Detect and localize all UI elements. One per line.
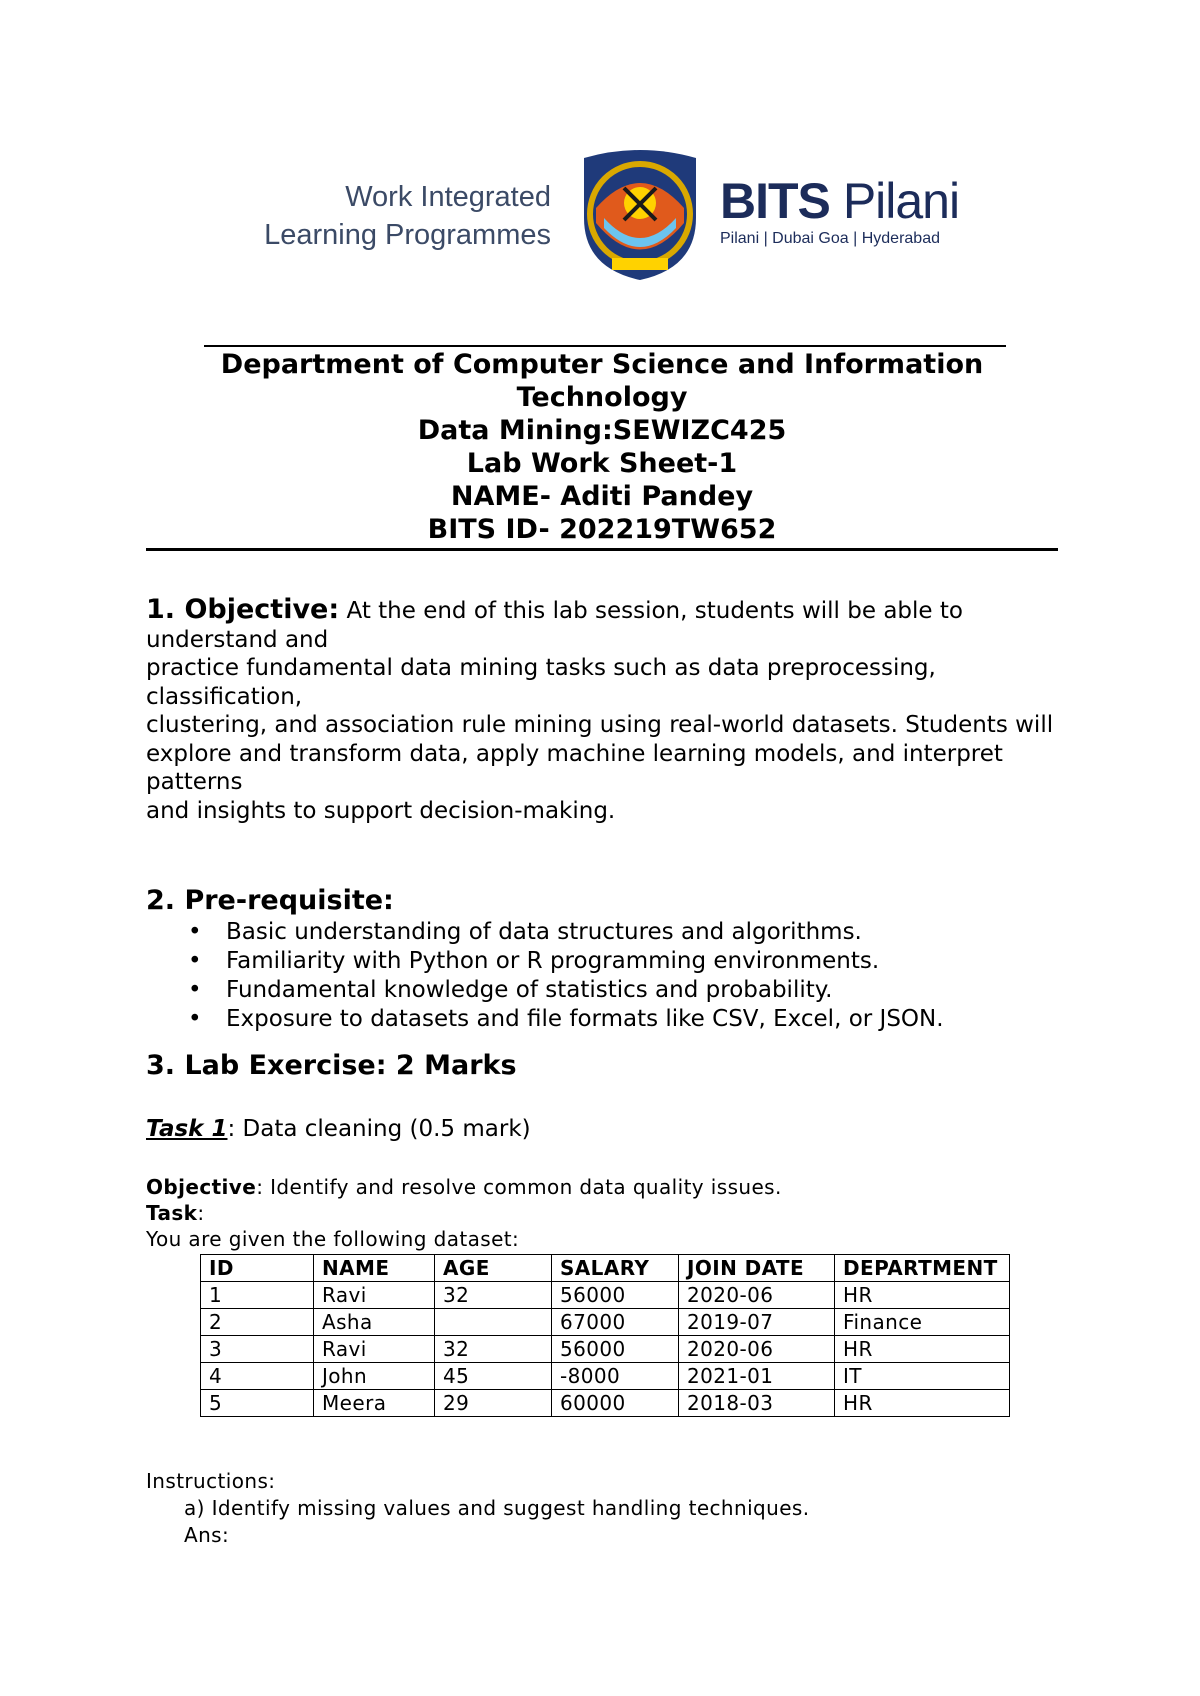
task-colon: : xyxy=(197,1201,205,1225)
cell-salary: 67000 xyxy=(552,1309,679,1336)
bits-id: BITS ID- 202219TW652 xyxy=(427,514,777,545)
course-title: Data Mining:SEWIZC425 xyxy=(417,415,787,446)
task-objective-text: : Identify and resolve common data quality issues. xyxy=(256,1175,782,1199)
wilp-line-2: Learning Programmes xyxy=(264,219,551,251)
bullet-icon: • xyxy=(188,977,202,1003)
bullet-text: Familiarity with Python or R programming environments. xyxy=(226,948,880,974)
cell-name: Meera xyxy=(314,1390,435,1417)
bullet-icon: • xyxy=(188,919,202,945)
list-item xyxy=(146,947,1066,976)
cell-age xyxy=(435,1309,552,1336)
instruction-item-a: a) Identify missing values and suggest handling techniques. xyxy=(184,1496,810,1520)
table-row xyxy=(201,1363,1010,1390)
brand-light: Pilani xyxy=(842,173,960,229)
task-1-label: Task 1 xyxy=(146,1116,228,1142)
cell-id: 3 xyxy=(201,1336,314,1363)
col-header-department: DEPARTMENT xyxy=(835,1255,1010,1282)
bullet-text: Fundamental knowledge of statistics and probability. xyxy=(226,977,833,1003)
instructions-block xyxy=(146,1468,809,1549)
col-header-age: AGE xyxy=(435,1255,552,1282)
dataset-table xyxy=(200,1254,1010,1417)
objective-line-2: practice fundamental data mining tasks such as data preprocessing, classification, xyxy=(146,655,936,710)
cell-salary: -8000 xyxy=(552,1363,679,1390)
lab-exercise-heading: 3. Lab Exercise: 2 Marks xyxy=(146,1050,517,1081)
cell-name: Ravi xyxy=(314,1282,435,1309)
bits-pilani-logo xyxy=(720,174,959,248)
task-objective-block xyxy=(146,1174,782,1252)
objective-section xyxy=(146,596,1066,825)
task-1-title: : Data cleaning (0.5 mark) xyxy=(227,1116,531,1142)
cell-id: 2 xyxy=(201,1309,314,1336)
list-item xyxy=(146,918,1066,947)
cell-department: Finance xyxy=(835,1309,1010,1336)
prerequisite-section xyxy=(146,884,1066,1034)
cell-id: 4 xyxy=(201,1363,314,1390)
title-top-rule xyxy=(204,345,1006,347)
objective-heading: 1. Objective: xyxy=(146,594,340,625)
cell-age: 32 xyxy=(435,1336,552,1363)
cell-age: 45 xyxy=(435,1363,552,1390)
cell-id: 1 xyxy=(201,1282,314,1309)
prerequisite-heading: 2. Pre-requisite: xyxy=(146,885,394,916)
campus-list: Pilani | Dubai Goa | Hyderabad xyxy=(720,230,940,247)
title-bottom-rule xyxy=(146,548,1058,551)
table-row xyxy=(201,1309,1010,1336)
answer-label: Ans: xyxy=(184,1523,230,1547)
cell-join-date: 2021-01 xyxy=(679,1363,835,1390)
objective-line-1: At the end of this lab session, students will be able to understand and xyxy=(146,598,963,653)
cell-salary: 56000 xyxy=(552,1282,679,1309)
cell-department: HR xyxy=(835,1282,1010,1309)
table-row xyxy=(201,1336,1010,1363)
cell-salary: 60000 xyxy=(552,1390,679,1417)
cell-name: John xyxy=(314,1363,435,1390)
cell-join-date: 2020-06 xyxy=(679,1282,835,1309)
task-1-heading xyxy=(146,1116,531,1142)
cell-name: Ravi xyxy=(314,1336,435,1363)
col-header-name: NAME xyxy=(314,1255,435,1282)
list-item xyxy=(146,1005,1066,1034)
table-header-row xyxy=(201,1255,1010,1282)
cell-join-date: 2020-06 xyxy=(679,1336,835,1363)
bullet-text: Exposure to datasets and file formats like CSV, Excel, or JSON. xyxy=(226,1006,944,1032)
table-row xyxy=(201,1282,1010,1309)
task-objective-label: Objective xyxy=(146,1175,257,1199)
cell-name: Asha xyxy=(314,1309,435,1336)
bullet-icon: • xyxy=(188,948,202,974)
cell-department: HR xyxy=(835,1390,1010,1417)
cell-age: 29 xyxy=(435,1390,552,1417)
cell-age: 32 xyxy=(435,1282,552,1309)
objective-line-3: clustering, and association rule mining using real-world datasets. Students will xyxy=(146,712,1054,738)
task-label: Task xyxy=(146,1201,198,1225)
objective-line-5: and insights to support decision-making. xyxy=(146,797,616,824)
bits-emblem-icon xyxy=(576,148,704,282)
cell-join-date: 2018-03 xyxy=(679,1390,835,1417)
wilp-line-1: Work Integrated xyxy=(345,181,551,213)
student-name: NAME- Aditi Pandey xyxy=(450,481,754,512)
bullet-text: Basic understanding of data structures and algorithms. xyxy=(226,919,862,945)
cell-department: HR xyxy=(835,1336,1010,1363)
bits-brand xyxy=(720,174,959,228)
instructions-label: Instructions: xyxy=(146,1469,276,1493)
title-block xyxy=(146,348,1058,546)
brand-bold: BITS xyxy=(720,173,830,229)
wilp-logo-text xyxy=(236,178,551,254)
list-item xyxy=(146,976,1066,1005)
sheet-title: Lab Work Sheet-1 xyxy=(466,448,738,479)
col-header-join-date: JOIN DATE xyxy=(679,1255,835,1282)
prerequisite-list xyxy=(146,918,1066,1034)
objective-line-4: explore and transform data, apply machine learning models, and interpret patterns xyxy=(146,740,1003,795)
col-header-id: ID xyxy=(201,1255,314,1282)
department-title: Department of Computer Science and Information Technology xyxy=(220,349,984,413)
dataset-intro: You are given the following dataset: xyxy=(146,1227,520,1251)
cell-department: IT xyxy=(835,1363,1010,1390)
bullet-icon: • xyxy=(188,1006,202,1032)
table-row xyxy=(201,1390,1010,1417)
cell-id: 5 xyxy=(201,1390,314,1417)
cell-salary: 56000 xyxy=(552,1336,679,1363)
cell-join-date: 2019-07 xyxy=(679,1309,835,1336)
col-header-salary: SALARY xyxy=(552,1255,679,1282)
